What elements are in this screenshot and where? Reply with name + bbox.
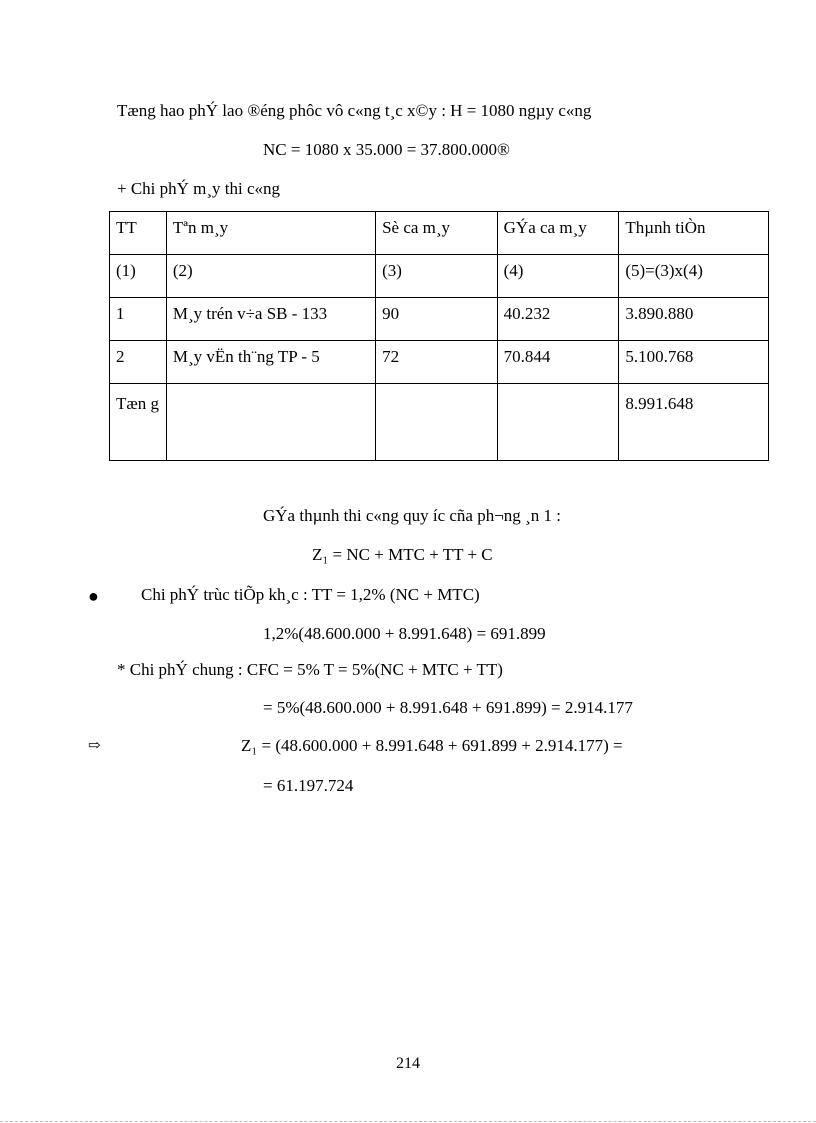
table-cell: 5.100.768 — [619, 341, 769, 384]
general-cost-line: * Chi phÝ chung : CFC = 5% T = 5%(NC + MTC + TT) — [117, 660, 503, 679]
table-cell: (1) — [110, 255, 167, 298]
table-cell: (3) — [376, 255, 498, 298]
machine-cost-table — [109, 211, 769, 461]
table-total-row — [110, 384, 769, 461]
table-cell: Sè ca m¸y — [376, 212, 498, 255]
table-cell: 70.844 — [497, 341, 619, 384]
direct-cost-calc: 1,2%(48.600.000 + 8.991.648) = 691.899 — [263, 624, 546, 643]
table-cell: (4) — [497, 255, 619, 298]
table-cell: (5)=(3)x(4) — [619, 255, 769, 298]
table-cell: 8.991.648 — [619, 384, 769, 461]
right-arrow-icon: ⇨ — [88, 738, 101, 754]
labor-cost-formula: NC = 1080 x 35.000 = 37.800.000® — [263, 140, 510, 159]
table-cell: 3.890.880 — [619, 298, 769, 341]
table-cell: TT — [110, 212, 167, 255]
table-row — [110, 341, 769, 384]
direct-cost-line: Chi phÝ trùc tiÕp kh¸c : TT = 1,2% (NC + MTC) — [141, 585, 480, 604]
z1-result: = 61.197.724 — [263, 776, 354, 795]
machine-cost-heading: + Chi phÝ m¸y thi c«ng — [117, 179, 281, 198]
cost-price-heading: GÝa thµnh thi c«ng quy íc cña ph¬ng ¸n 1 : — [263, 506, 561, 525]
table-header-row — [110, 212, 769, 255]
table-cell — [497, 384, 619, 461]
table-row — [110, 298, 769, 341]
table-cell: 2 — [110, 341, 167, 384]
z1-calc: Z₁ = (48.600.000 + 8.991.648 + 691.899 + 2.914.177) = — [241, 736, 623, 755]
table-cell: Tªn m¸y — [166, 212, 375, 255]
table-cell: GÝa ca m¸y — [497, 212, 619, 255]
general-cost-calc: = 5%(48.600.000 + 8.991.648 + 691.899) = 2.914.177 — [263, 698, 633, 717]
table-cell: Tæn g — [110, 384, 167, 461]
table-cell — [166, 384, 375, 461]
table-cell — [376, 384, 498, 461]
page-number: 214 — [396, 1055, 420, 1072]
bullet-icon: ● — [88, 586, 99, 606]
table-cell: (2) — [166, 255, 375, 298]
total-labor-line: Tæng hao phÝ lao ®éng phôc vô c«ng t¸c x©y : H = 1080 ngµy c«ng — [117, 101, 592, 120]
table-cell: 40.232 — [497, 298, 619, 341]
z1-formula: Z₁ = NC + MTC + TT + C — [312, 545, 493, 564]
table-index-row — [110, 255, 769, 298]
table-cell: 90 — [376, 298, 498, 341]
table-cell: M¸y vËn th¨ng TP - 5 — [166, 341, 375, 384]
table-cell: 1 — [110, 298, 167, 341]
table-cell: M¸y trén v÷a SB - 133 — [166, 298, 375, 341]
table-cell: Thµnh tiÒn — [619, 212, 769, 255]
table-cell: 72 — [376, 341, 498, 384]
